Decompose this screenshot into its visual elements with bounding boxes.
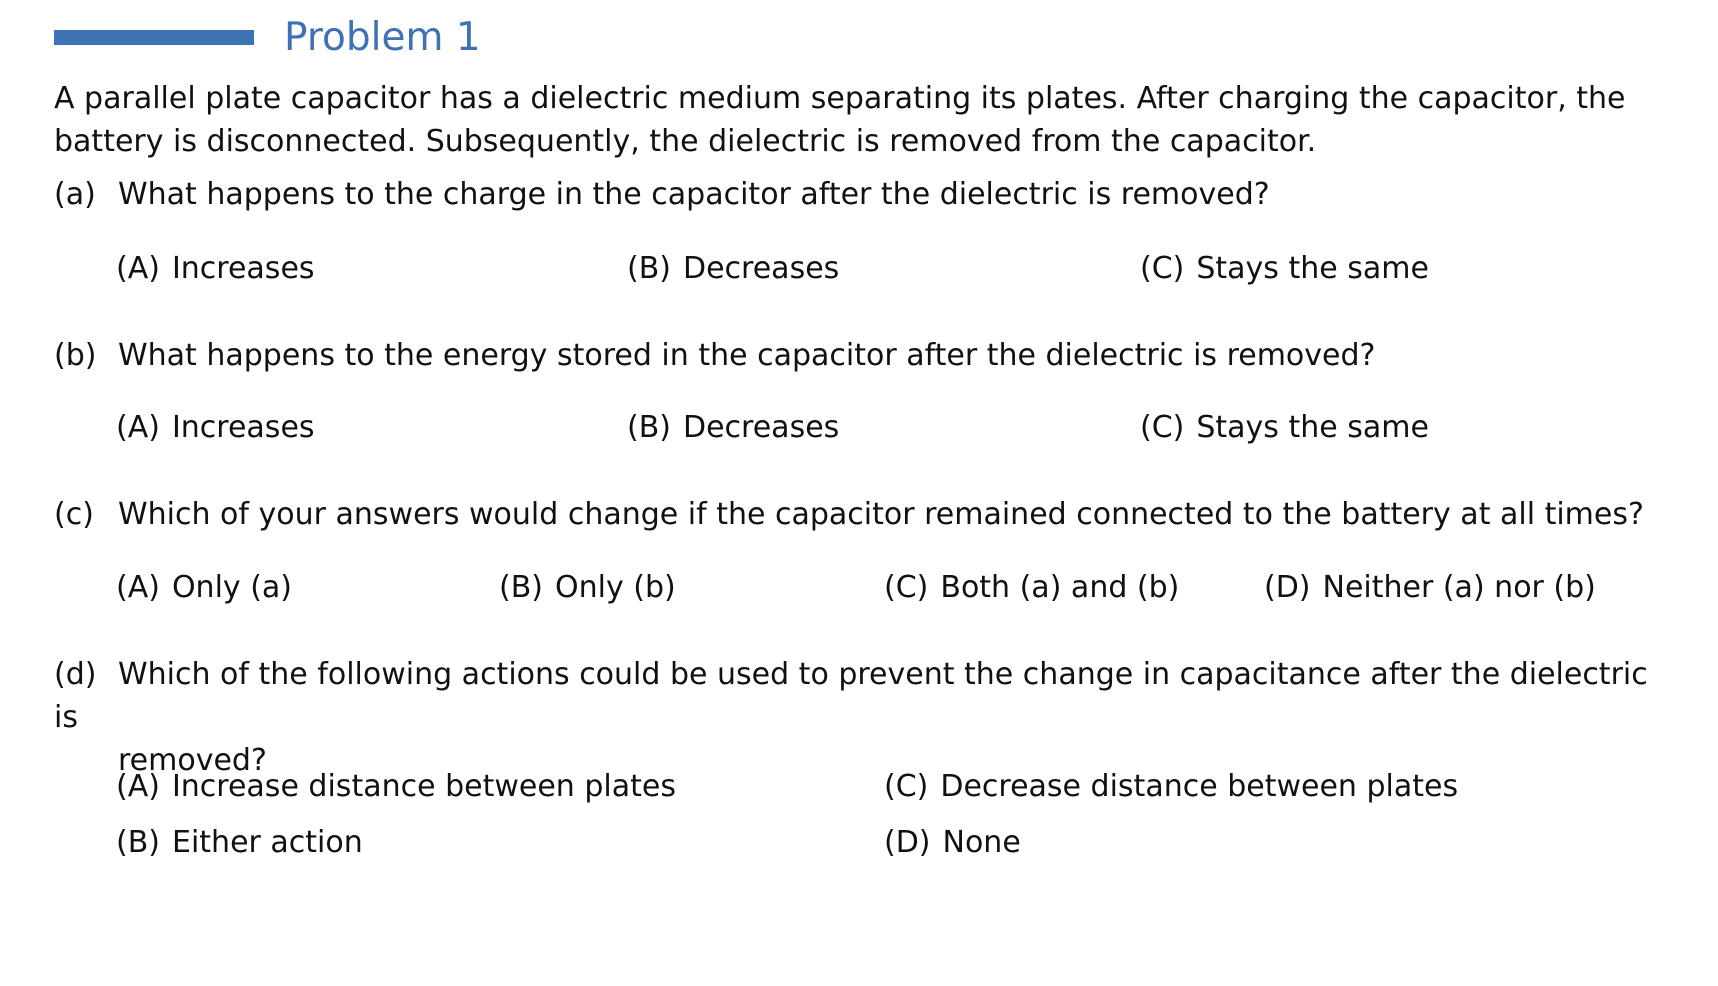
question-b-option-a[interactable] — [116, 406, 315, 449]
option-label: (B) — [627, 251, 671, 286]
question-b-option-b[interactable] — [627, 406, 839, 449]
question-d-option-a[interactable] — [116, 765, 676, 808]
option-text: Neither (a) nor (b) — [1322, 570, 1596, 605]
question-c-option-a[interactable] — [116, 566, 292, 609]
option-text: Decreases — [683, 410, 840, 445]
option-label: (C) — [884, 769, 929, 804]
option-label: (B) — [627, 410, 671, 445]
option-label: (A) — [116, 769, 160, 804]
question-d-text: Which of the following actions could be used to prevent the change in capacitance after the dielectric is — [54, 657, 1648, 735]
option-text: None — [942, 825, 1021, 860]
question-a-tag: (a) — [54, 177, 96, 212]
question-c — [54, 493, 1644, 536]
problem-title: Problem 1 — [284, 14, 481, 60]
problem-intro: A parallel plate capacitor has a dielectric medium separating its plates. After charging the capacitor, the battery is disconnected. Subsequently, the dielectric is removed from the capacitor. — [54, 81, 1626, 159]
option-text: Stays the same — [1196, 251, 1429, 286]
option-label: (C) — [1140, 251, 1185, 286]
question-d-option-c[interactable] — [884, 765, 1458, 808]
question-b-tag: (b) — [54, 338, 97, 373]
option-label: (A) — [116, 570, 160, 605]
question-a-text: What happens to the charge in the capacitor after the dielectric is removed? — [118, 177, 1270, 212]
option-text: Decrease distance between plates — [940, 769, 1459, 804]
option-label: (B) — [499, 570, 543, 605]
option-label: (A) — [116, 251, 160, 286]
header-accent-bar — [54, 30, 254, 45]
question-d-option-d[interactable] — [884, 821, 1021, 864]
option-text: Decreases — [683, 251, 840, 286]
option-text: Increases — [171, 410, 315, 445]
option-text: Either action — [172, 825, 363, 860]
option-label: (D) — [1264, 570, 1311, 605]
option-label: (B) — [116, 825, 160, 860]
question-c-tag: (c) — [54, 497, 94, 532]
option-text: Both (a) and (b) — [940, 570, 1180, 605]
option-text: Stays the same — [1196, 410, 1429, 445]
question-a-option-b[interactable] — [627, 247, 839, 290]
option-text: Increases — [171, 251, 315, 286]
option-label: (A) — [116, 410, 160, 445]
option-label: (C) — [884, 570, 929, 605]
option-text: Only (b) — [555, 570, 676, 605]
option-label: (D) — [884, 825, 931, 860]
question-b — [54, 334, 1375, 377]
question-c-option-c[interactable] — [884, 566, 1179, 609]
option-text: Only (a) — [171, 570, 292, 605]
option-text: Increase distance between plates — [171, 769, 676, 804]
problem-header — [54, 12, 481, 62]
question-b-text: What happens to the energy stored in the capacitor after the dielectric is removed? — [118, 338, 1376, 373]
question-a-option-c[interactable] — [1140, 247, 1429, 290]
question-c-text: Which of your answers would change if the capacitor remained connected to the battery at all times? — [118, 497, 1644, 532]
question-c-option-d[interactable] — [1264, 566, 1596, 609]
question-c-option-b[interactable] — [499, 566, 676, 609]
question-a-option-a[interactable] — [116, 247, 315, 290]
question-b-option-c[interactable] — [1140, 406, 1429, 449]
question-d — [54, 653, 1674, 782]
question-a — [54, 173, 1270, 216]
option-label: (C) — [1140, 410, 1185, 445]
question-d-tag: (d) — [54, 657, 97, 692]
question-d-text-continued: removed? — [118, 743, 267, 778]
question-d-option-b[interactable] — [116, 821, 363, 864]
